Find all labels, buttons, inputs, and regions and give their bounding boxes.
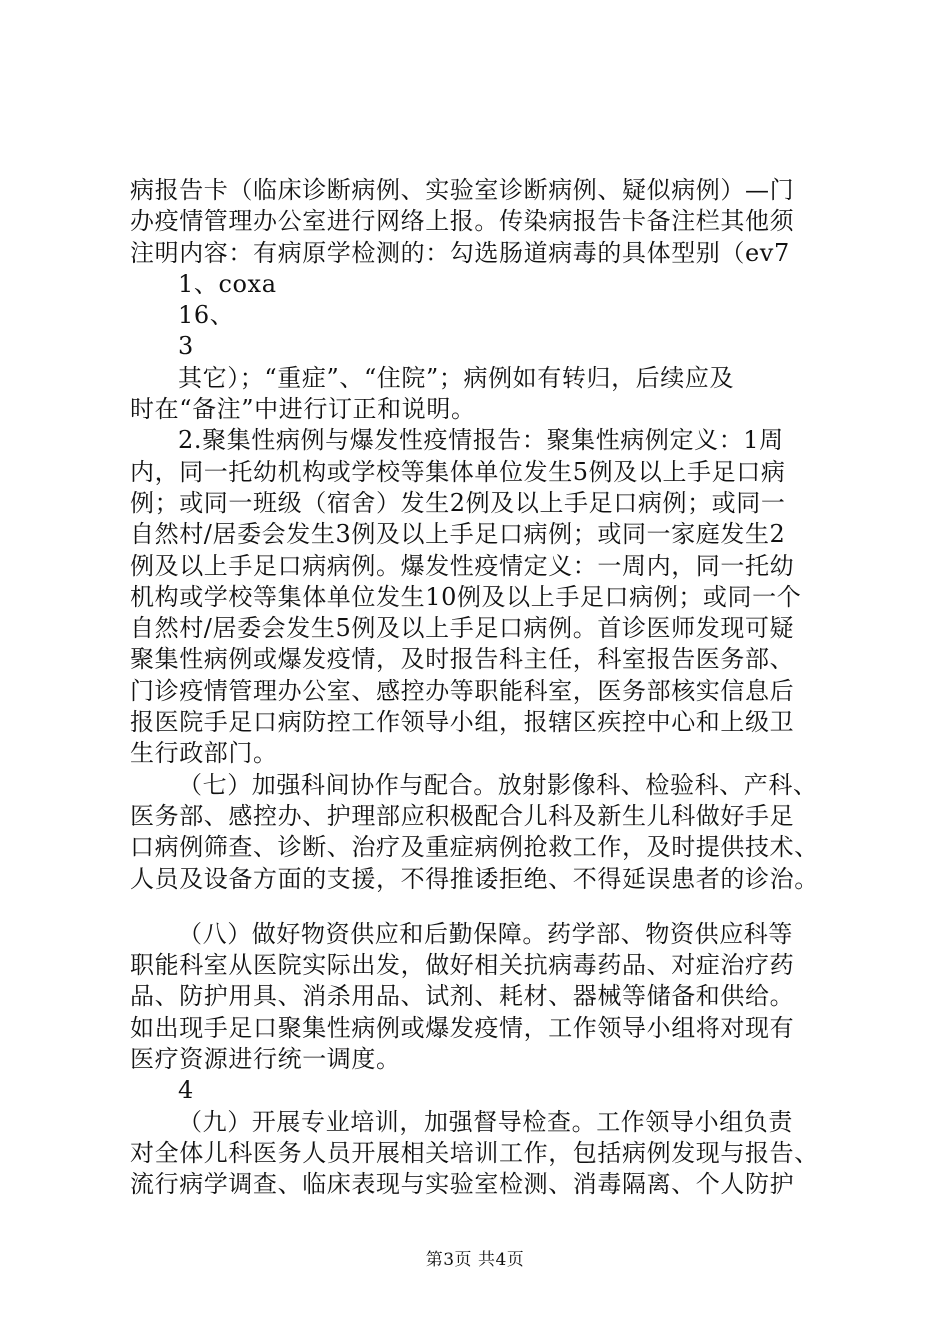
body-line: 内，同一托幼机构或学校等集体单位发生5例及以上手足口病 <box>130 457 786 486</box>
body-line: 机构或学校等集体单位发生10例及以上手足口病例；或同一个 <box>130 582 802 611</box>
body-line: 1、coxa <box>178 269 277 298</box>
body-line: 聚集性病例或爆发疫情，及时报告科主任，科室报告医务部、 <box>130 645 795 674</box>
body-line: 时在“备注”中进行订正和说明。 <box>130 395 476 424</box>
body-line: 流行病学调查、临床表现与实验室检测、消毒隔离、个人防护 <box>130 1170 795 1199</box>
page-footer: 第3页 共4页 <box>425 1250 525 1270</box>
body-line: 口病例筛查、诊断、治疗及重症病例抢救工作，及时提供技术、 <box>130 833 819 862</box>
body-line: 2.聚集性病例与爆发性疫情报告：聚集性病例定义：1周 <box>178 426 784 455</box>
paragraph-gap <box>130 895 840 919</box>
body-line: 医务部、感控办、护理部应积极配合儿科及新生儿科做好手足 <box>130 801 795 830</box>
body-line: 办疫情管理办公室进行网络上报。传染病报告卡备注栏其他须 <box>130 207 795 236</box>
body-line: 生行政部门。 <box>130 739 278 768</box>
body-line: 职能科室从医院实际出发，做好相关抗病毒药品、对症治疗药 <box>130 951 795 980</box>
body-line: 如出现手足口聚集性病例或爆发疫情，工作领导小组将对现有 <box>130 1013 795 1042</box>
body-line: 病报告卡（临床诊断病例、实验室诊断病例、疑似病例）—门 <box>130 176 795 204</box>
body-line: （八）做好物资供应和后勤保障。药学部、物资供应科等 <box>178 919 793 948</box>
document-body <box>130 175 840 1201</box>
body-line: 例及以上手足口病病例。爆发性疫情定义：一周内，同一托幼 <box>130 551 795 580</box>
body-line: 自然村/居委会发生5例及以上手足口病例。首诊医师发现可疑 <box>130 614 795 643</box>
body-line: （七）加强科间协作与配合。放射影像科、检验科、产科、 <box>178 770 818 799</box>
body-line: 对全体儿科医务人员开展相关培训工作，包括病例发现与报告、 <box>130 1138 819 1167</box>
body-line: 例；或同一班级（宿舍）发生2例及以上手足口病例；或同一 <box>130 488 786 517</box>
body-line: 医疗资源进行统一调度。 <box>130 1045 401 1074</box>
body-line: 报医院手足口病防控工作领导小组，报辖区疾控中心和上级卫 <box>130 708 795 737</box>
body-line: 3 <box>178 332 194 361</box>
body-line: 其它）；“重症”、“住院”；病例如有转归，后续应及 <box>178 363 735 392</box>
body-line: 4 <box>178 1076 194 1105</box>
body-line: 16、 <box>178 301 235 330</box>
body-line: 门诊疫情管理办公室、感控办等职能科室，医务部核实信息后 <box>130 676 795 705</box>
body-line: 自然村/居委会发生3例及以上手足口病例；或同一家庭发生2 <box>130 520 786 549</box>
body-line: 注明内容：有病原学检测的：勾选肠道病毒的具体型别（ev7 <box>130 238 790 267</box>
body-line: （九）开展专业培训，加强督导检查。工作领导小组负责 <box>178 1107 793 1136</box>
body-line: 品、防护用具、消杀用品、试剂、耗材、器械等储备和供给。 <box>130 982 795 1011</box>
body-line: 人员及设备方面的支援，不得推诿拒绝、不得延误患者的诊治。 <box>130 864 819 893</box>
